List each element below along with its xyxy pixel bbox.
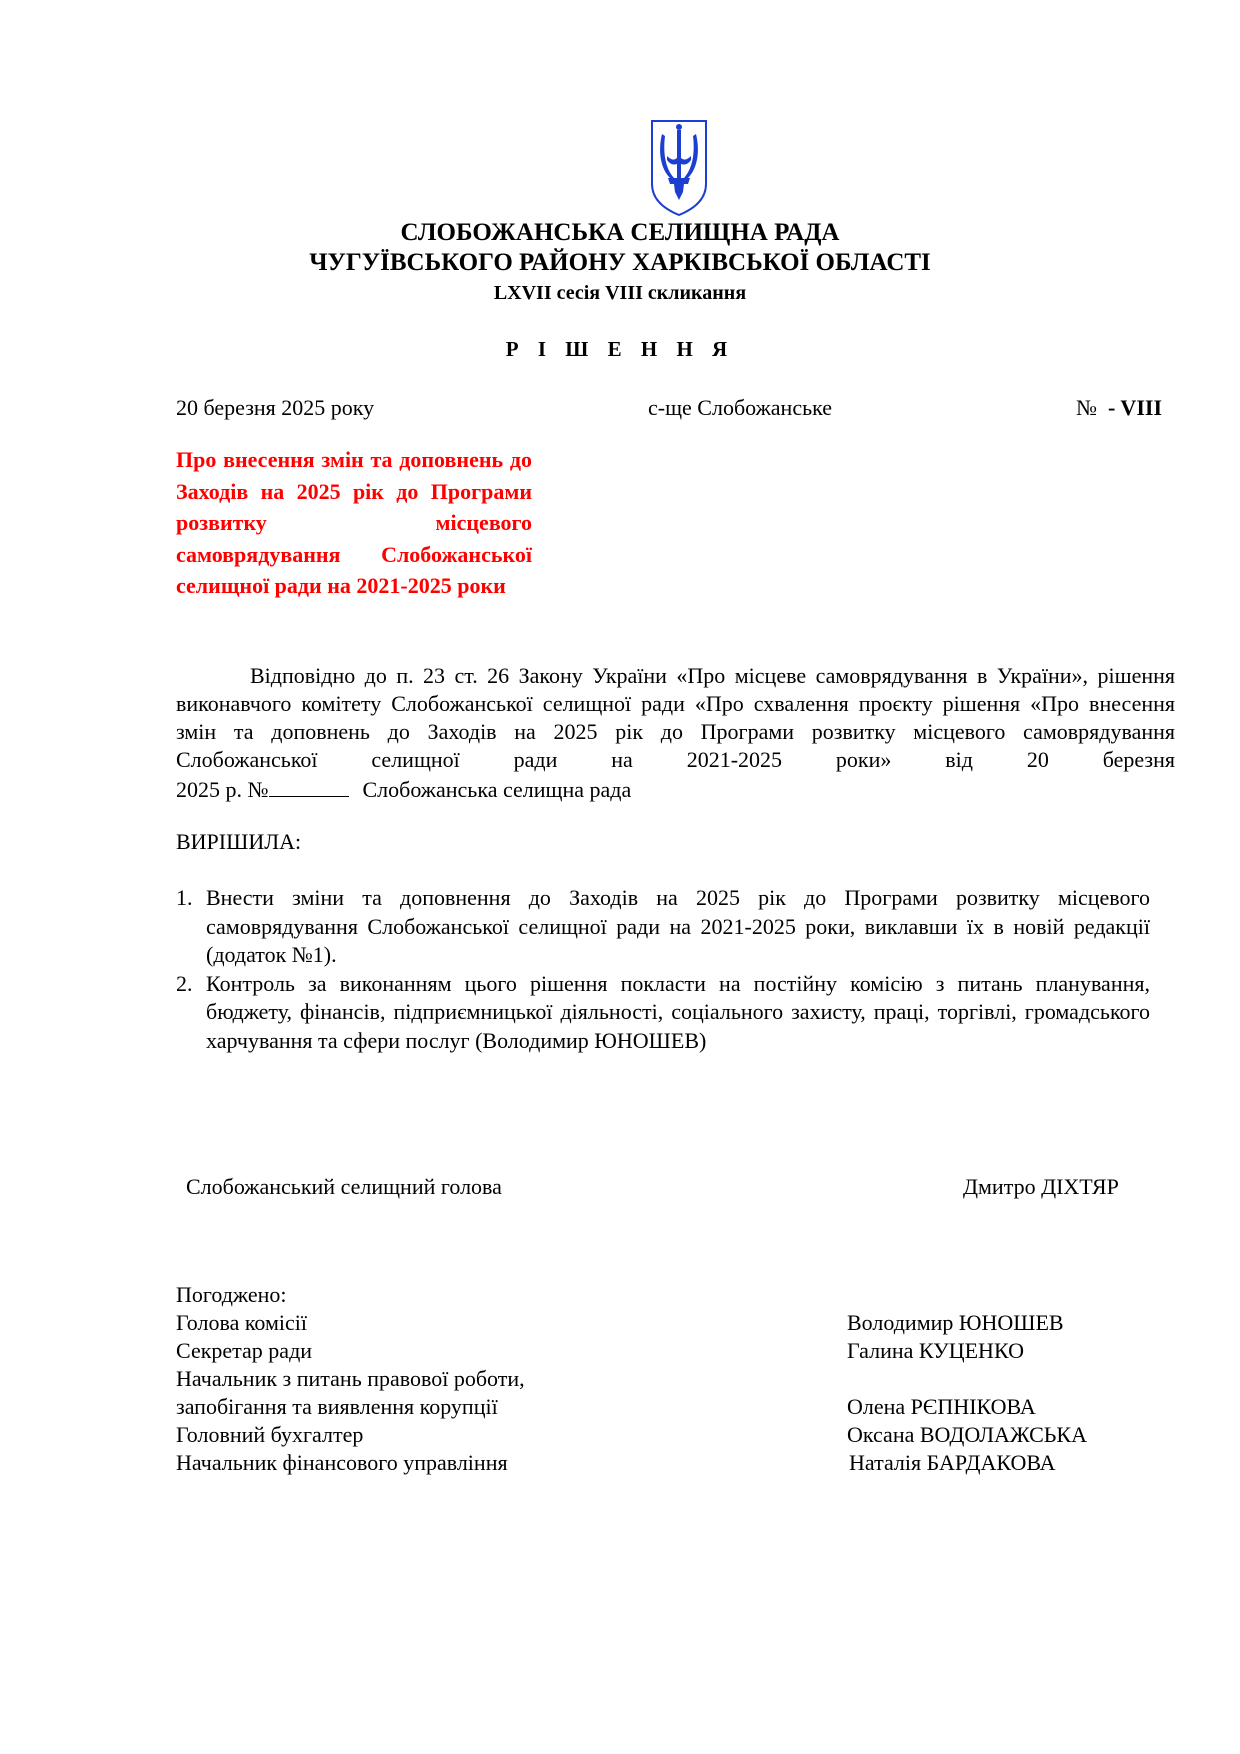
approval-name: Оксана ВОДОЛАЖСЬКА — [847, 1422, 1087, 1447]
number-label: № — [1076, 395, 1097, 420]
session-line: LXVII сесія VIII скликання — [493, 282, 747, 304]
preamble-last-line — [176, 774, 1175, 804]
district-name: ЧУГУЇВСЬКОГО РАЙОНУ ХАРКІВСЬКОЇ ОБЛАСТІ — [309, 249, 931, 276]
preamble-council: Слобожанська селищна рада — [362, 777, 632, 802]
approval-role: запобігання та виявлення корупції — [176, 1394, 498, 1419]
approval-role: Начальник з питань правової роботи, — [176, 1366, 525, 1391]
approval-name: Олена РЄПНІКОВА — [847, 1394, 1036, 1419]
list-item: 2. Контроль за виконанням цього рішення покласти на постійну комісію з питань планування, бюджету, фінансів, підприємницької діяльності, соціального захисту, праці, торгівлі, громадського харчування та сфери послуг (Володимир ЮНОШЕВ) — [176, 970, 1150, 1056]
number-suffix: - VIII — [1108, 395, 1163, 420]
decision-text: Контроль за виконанням цього рішення покласти на постійну комісію з питань планування, бюджету, фінансів, підприємницької діяльності, соціального захисту, праці, торгівлі, громадського харчування та сфери послуг (Володимир ЮНОШЕВ) — [206, 970, 1150, 1053]
doc-type-title: Р І Ш Е Н Н Я — [505, 337, 735, 361]
signature-name: Дмитро ДІХТЯР — [963, 1174, 1119, 1199]
decision-subject: Про внесення змін та доповнень до Заходів на 2025 рік до Програми розвитку місцевого самоврядування Слобожанської селищної ради на 2021-2025 роки — [176, 447, 532, 598]
preamble-number-prefix: 2025 р. № — [176, 777, 269, 802]
decisions-list — [176, 884, 1150, 1055]
approval-name: Галина КУЦЕНКО — [847, 1338, 1024, 1363]
council-name: СЛОБОЖАНСЬКА СЕЛИЩНА РАДА — [400, 219, 840, 246]
approval-name: Наталія БАРДАКОВА — [849, 1450, 1056, 1475]
approval-role: Головний бухгалтер — [176, 1422, 364, 1447]
approval-name: Володимир ЮНОШЕВ — [847, 1310, 1064, 1335]
signature-position: Слобожанський селищний голова — [186, 1174, 502, 1199]
decision-date: 20 березня 2025 року — [176, 395, 375, 420]
approval-role: Секретар ради — [176, 1338, 313, 1363]
number-blank — [269, 774, 349, 797]
approval-role: Голова комісії — [176, 1310, 308, 1335]
approvals-title: Погоджено: — [176, 1282, 287, 1307]
approval-role: Начальник фінансового управління — [176, 1450, 508, 1475]
list-item: 1. Внести зміни та доповнення до Заходів на 2025 рік до Програми розвитку місцевого самоврядування Слобожанської селищної ради на 2021-2025 роки, виклавши їх в новій редакції (додаток №1). — [176, 884, 1150, 970]
preamble-text: Відповідно до п. 23 ст. 26 Закону України «Про місцеве самоврядування в України», рішення виконавчого комітету Слобожанської селищної ради «Про схвалення проєкту рішення «Про внесення змін та доповнень до Заходів на 2025 рік до Програми розвитку місцевого самоврядування Слобожанської селищної ради на 2021-2025 роки» від 20 березня — [176, 663, 1175, 772]
trident-emblem-icon — [648, 118, 710, 218]
decision-text: Внести зміни та доповнення до Заходів на 2025 рік до Програми розвитку місцевого самоврядування Слобожанської селищної ради на 2021-2025 роки, виклавши їх в новій редакції (додаток №1). — [206, 885, 1150, 967]
preamble — [176, 662, 1175, 804]
decision-number — [1076, 394, 1162, 422]
decided-label: ВИРІШИЛА: — [176, 829, 302, 854]
decision-place: с-ще Слобожанське — [648, 395, 833, 420]
